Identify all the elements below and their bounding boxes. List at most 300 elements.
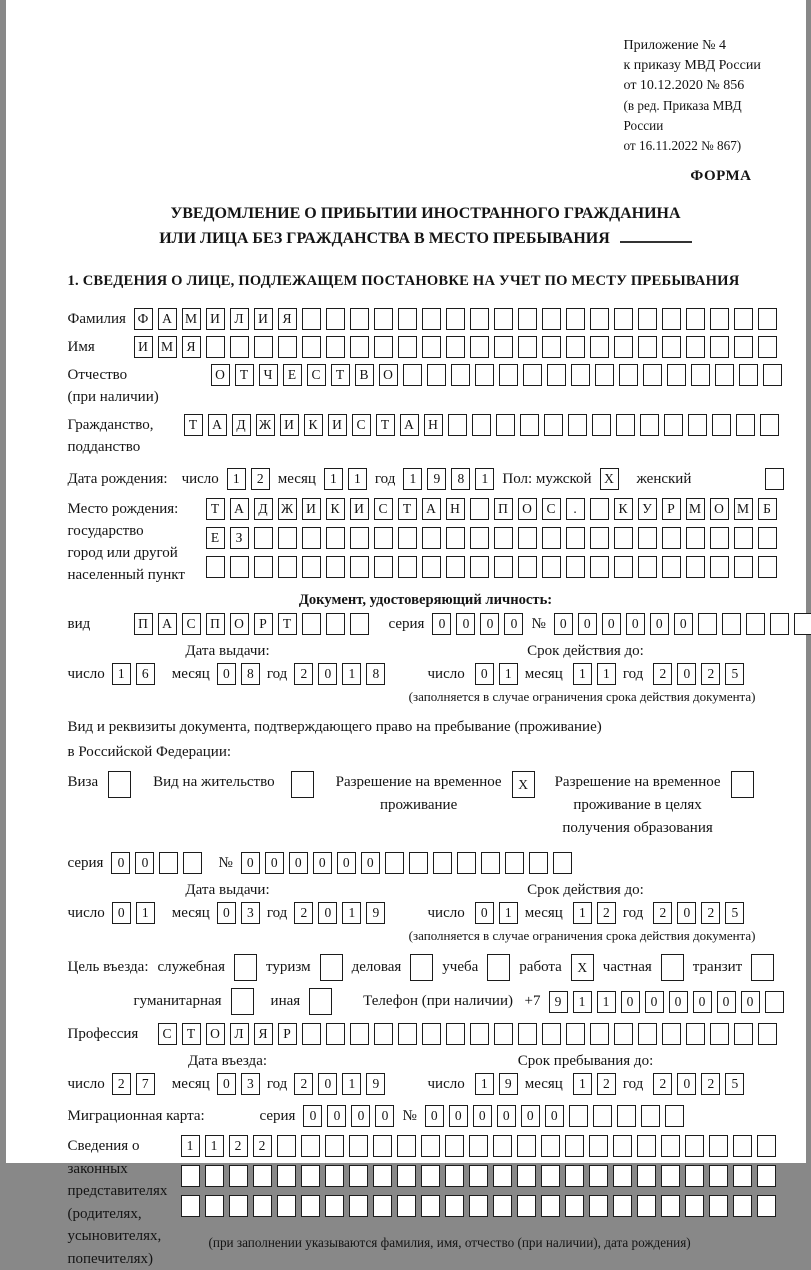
char-cell[interactable]: 1 — [403, 468, 422, 490]
char-cell[interactable]: 0 — [554, 613, 573, 635]
surname-cells[interactable] — [134, 308, 777, 330]
migration-number-cells[interactable] — [425, 1105, 684, 1127]
char-cell[interactable] — [349, 1195, 368, 1217]
char-cell[interactable] — [667, 364, 686, 386]
char-cell[interactable]: П — [134, 613, 153, 635]
char-cell[interactable]: И — [328, 414, 347, 436]
char-cell[interactable]: 1 — [597, 991, 616, 1013]
char-cell[interactable]: Е — [283, 364, 302, 386]
representatives-cells-3[interactable] — [181, 1195, 776, 1217]
char-cell[interactable] — [614, 308, 633, 330]
char-cell[interactable] — [326, 308, 345, 330]
char-cell[interactable]: 5 — [725, 1073, 744, 1095]
char-cell[interactable] — [398, 556, 417, 578]
char-cell[interactable] — [710, 308, 729, 330]
char-cell[interactable]: 3 — [241, 902, 260, 924]
char-cell[interactable] — [710, 1023, 729, 1045]
char-cell[interactable] — [302, 308, 321, 330]
char-cell[interactable]: Ч — [259, 364, 278, 386]
representatives-cells-1[interactable] — [181, 1135, 776, 1157]
char-cell[interactable] — [571, 364, 590, 386]
char-cell[interactable] — [493, 1195, 512, 1217]
char-cell[interactable] — [542, 527, 561, 549]
char-cell[interactable] — [302, 527, 321, 549]
char-cell[interactable]: 0 — [626, 613, 645, 635]
char-cell[interactable]: 0 — [521, 1105, 540, 1127]
char-cell[interactable]: 0 — [135, 852, 154, 874]
char-cell[interactable]: 0 — [425, 1105, 444, 1127]
char-cell[interactable]: Т — [182, 1023, 201, 1045]
char-cell[interactable]: 0 — [475, 902, 494, 924]
char-cell[interactable]: А — [208, 414, 227, 436]
char-cell[interactable] — [374, 527, 393, 549]
char-cell[interactable]: 0 — [677, 663, 696, 685]
char-cell[interactable] — [566, 527, 585, 549]
char-cell[interactable]: У — [638, 498, 657, 520]
char-cell[interactable] — [350, 336, 369, 358]
char-cell[interactable]: О — [518, 498, 537, 520]
char-cell[interactable]: 2 — [653, 663, 672, 685]
char-cell[interactable]: Л — [230, 1023, 249, 1045]
char-cell[interactable] — [350, 1023, 369, 1045]
char-cell[interactable]: 2 — [253, 1135, 272, 1157]
char-cell[interactable]: 1 — [499, 902, 518, 924]
char-cell[interactable]: Т — [278, 613, 297, 635]
char-cell[interactable]: 2 — [653, 902, 672, 924]
char-cell[interactable] — [469, 1195, 488, 1217]
char-cell[interactable]: 1 — [205, 1135, 224, 1157]
char-cell[interactable]: К — [304, 414, 323, 436]
char-cell[interactable]: А — [158, 308, 177, 330]
char-cell[interactable]: 0 — [351, 1105, 370, 1127]
gender-female-checkbox[interactable] — [765, 468, 784, 490]
char-cell[interactable]: 5 — [725, 902, 744, 924]
char-cell[interactable]: Р — [254, 613, 273, 635]
char-cell[interactable] — [595, 364, 614, 386]
char-cell[interactable] — [736, 414, 755, 436]
char-cell[interactable]: Т — [235, 364, 254, 386]
char-cell[interactable] — [349, 1165, 368, 1187]
stay-year-cells[interactable] — [653, 1073, 744, 1095]
char-cell[interactable] — [589, 1195, 608, 1217]
char-cell[interactable] — [661, 1135, 680, 1157]
char-cell[interactable]: 0 — [545, 1105, 564, 1127]
char-cell[interactable] — [758, 336, 777, 358]
char-cell[interactable] — [373, 1195, 392, 1217]
char-cell[interactable] — [398, 308, 417, 330]
char-cell[interactable] — [758, 308, 777, 330]
char-cell[interactable]: 7 — [136, 1073, 155, 1095]
char-cell[interactable] — [565, 1165, 584, 1187]
char-cell[interactable] — [757, 1135, 776, 1157]
char-cell[interactable] — [493, 1135, 512, 1157]
char-cell[interactable]: Б — [758, 498, 777, 520]
char-cell[interactable] — [722, 613, 741, 635]
char-cell[interactable] — [757, 1165, 776, 1187]
char-cell[interactable] — [517, 1165, 536, 1187]
char-cell[interactable]: 0 — [669, 991, 688, 1013]
char-cell[interactable]: 0 — [432, 613, 451, 635]
char-cell[interactable]: Д — [232, 414, 251, 436]
char-cell[interactable] — [350, 613, 369, 635]
char-cell[interactable] — [470, 1023, 489, 1045]
char-cell[interactable] — [794, 613, 811, 635]
char-cell[interactable] — [661, 1195, 680, 1217]
char-cell[interactable] — [229, 1195, 248, 1217]
char-cell[interactable]: С — [352, 414, 371, 436]
char-cell[interactable] — [709, 1195, 728, 1217]
identity-issue-day-cells[interactable] — [112, 663, 155, 685]
char-cell[interactable]: 0 — [318, 1073, 337, 1095]
char-cell[interactable]: 0 — [693, 991, 712, 1013]
purpose-study-checkbox[interactable] — [487, 954, 510, 981]
char-cell[interactable] — [617, 1105, 636, 1127]
char-cell[interactable] — [374, 1023, 393, 1045]
gender-male-checkbox[interactable]: X — [600, 468, 619, 490]
char-cell[interactable] — [661, 1165, 680, 1187]
char-cell[interactable] — [590, 498, 609, 520]
char-cell[interactable] — [397, 1165, 416, 1187]
char-cell[interactable]: М — [182, 308, 201, 330]
char-cell[interactable] — [278, 527, 297, 549]
char-cell[interactable] — [496, 414, 515, 436]
char-cell[interactable]: 8 — [241, 663, 260, 685]
entry-month-cells[interactable] — [217, 1073, 260, 1095]
char-cell[interactable] — [277, 1135, 296, 1157]
char-cell[interactable] — [181, 1195, 200, 1217]
identity-number-cells[interactable] — [554, 613, 811, 635]
visa-checkbox[interactable] — [108, 771, 131, 798]
char-cell[interactable]: 0 — [717, 991, 736, 1013]
profession-cells[interactable] — [158, 1023, 777, 1045]
char-cell[interactable] — [710, 336, 729, 358]
char-cell[interactable]: 2 — [229, 1135, 248, 1157]
char-cell[interactable] — [301, 1165, 320, 1187]
char-cell[interactable]: 0 — [480, 613, 499, 635]
char-cell[interactable]: И — [350, 498, 369, 520]
char-cell[interactable]: П — [206, 613, 225, 635]
char-cell[interactable] — [733, 1195, 752, 1217]
char-cell[interactable] — [565, 1135, 584, 1157]
char-cell[interactable] — [421, 1165, 440, 1187]
char-cell[interactable] — [422, 336, 441, 358]
char-cell[interactable] — [523, 364, 542, 386]
char-cell[interactable] — [662, 336, 681, 358]
char-cell[interactable] — [446, 527, 465, 549]
char-cell[interactable] — [637, 1195, 656, 1217]
char-cell[interactable] — [734, 336, 753, 358]
identity-expiry-month-cells[interactable] — [573, 663, 616, 685]
char-cell[interactable] — [469, 1165, 488, 1187]
char-cell[interactable] — [590, 308, 609, 330]
char-cell[interactable]: А — [230, 498, 249, 520]
char-cell[interactable]: М — [686, 498, 705, 520]
char-cell[interactable]: 0 — [741, 991, 760, 1013]
identity-kind-cells[interactable] — [134, 613, 369, 635]
char-cell[interactable] — [734, 1023, 753, 1045]
char-cell[interactable] — [715, 364, 734, 386]
char-cell[interactable] — [592, 414, 611, 436]
char-cell[interactable] — [398, 1023, 417, 1045]
char-cell[interactable]: 2 — [701, 663, 720, 685]
char-cell[interactable]: 3 — [241, 1073, 260, 1095]
char-cell[interactable] — [181, 1165, 200, 1187]
char-cell[interactable]: 0 — [337, 852, 356, 874]
char-cell[interactable] — [763, 364, 782, 386]
char-cell[interactable] — [709, 1165, 728, 1187]
char-cell[interactable] — [770, 613, 789, 635]
char-cell[interactable] — [734, 556, 753, 578]
name-cells[interactable] — [134, 336, 777, 358]
char-cell[interactable] — [397, 1135, 416, 1157]
char-cell[interactable] — [446, 1023, 465, 1045]
char-cell[interactable] — [469, 1135, 488, 1157]
char-cell[interactable] — [686, 527, 705, 549]
char-cell[interactable] — [709, 1135, 728, 1157]
phone-cells[interactable] — [549, 991, 784, 1013]
char-cell[interactable] — [758, 1023, 777, 1045]
char-cell[interactable] — [326, 556, 345, 578]
char-cell[interactable]: 1 — [597, 663, 616, 685]
char-cell[interactable] — [325, 1135, 344, 1157]
char-cell[interactable]: О — [211, 364, 230, 386]
char-cell[interactable]: И — [254, 308, 273, 330]
char-cell[interactable]: Ф — [134, 308, 153, 330]
char-cell[interactable] — [229, 1165, 248, 1187]
char-cell[interactable] — [566, 1023, 585, 1045]
char-cell[interactable]: 6 — [136, 663, 155, 685]
char-cell[interactable]: 1 — [227, 468, 246, 490]
char-cell[interactable]: 0 — [318, 902, 337, 924]
char-cell[interactable]: 9 — [549, 991, 568, 1013]
char-cell[interactable]: Т — [184, 414, 203, 436]
residence-issue-year-cells[interactable] — [294, 902, 385, 924]
entry-year-cells[interactable] — [294, 1073, 385, 1095]
char-cell[interactable] — [457, 852, 476, 874]
char-cell[interactable] — [520, 414, 539, 436]
char-cell[interactable]: С — [374, 498, 393, 520]
char-cell[interactable] — [529, 852, 548, 874]
char-cell[interactable] — [590, 556, 609, 578]
char-cell[interactable] — [613, 1135, 632, 1157]
char-cell[interactable]: С — [307, 364, 326, 386]
char-cell[interactable] — [302, 556, 321, 578]
char-cell[interactable]: О — [206, 1023, 225, 1045]
char-cell[interactable]: 8 — [451, 468, 470, 490]
char-cell[interactable]: 0 — [621, 991, 640, 1013]
char-cell[interactable] — [254, 527, 273, 549]
char-cell[interactable] — [566, 556, 585, 578]
char-cell[interactable] — [686, 556, 705, 578]
char-cell[interactable] — [494, 1023, 513, 1045]
char-cell[interactable]: 0 — [361, 852, 380, 874]
char-cell[interactable] — [398, 527, 417, 549]
char-cell[interactable]: М — [158, 336, 177, 358]
char-cell[interactable] — [445, 1165, 464, 1187]
purpose-work-checkbox[interactable]: X — [571, 954, 594, 981]
char-cell[interactable]: 1 — [573, 1073, 592, 1095]
char-cell[interactable] — [505, 852, 524, 874]
char-cell[interactable] — [499, 364, 518, 386]
char-cell[interactable] — [733, 1165, 752, 1187]
char-cell[interactable] — [253, 1195, 272, 1217]
char-cell[interactable]: О — [710, 498, 729, 520]
char-cell[interactable] — [422, 556, 441, 578]
char-cell[interactable]: 0 — [217, 663, 236, 685]
char-cell[interactable]: 0 — [645, 991, 664, 1013]
char-cell[interactable] — [302, 336, 321, 358]
char-cell[interactable] — [712, 414, 731, 436]
char-cell[interactable] — [446, 556, 465, 578]
char-cell[interactable] — [421, 1135, 440, 1157]
char-cell[interactable] — [589, 1135, 608, 1157]
purpose-transit-checkbox[interactable] — [751, 954, 774, 981]
char-cell[interactable] — [206, 556, 225, 578]
char-cell[interactable] — [349, 1135, 368, 1157]
char-cell[interactable] — [325, 1165, 344, 1187]
char-cell[interactable] — [518, 308, 537, 330]
char-cell[interactable] — [325, 1195, 344, 1217]
char-cell[interactable] — [448, 414, 467, 436]
char-cell[interactable] — [470, 527, 489, 549]
char-cell[interactable] — [590, 336, 609, 358]
char-cell[interactable] — [446, 308, 465, 330]
char-cell[interactable]: 0 — [303, 1105, 322, 1127]
char-cell[interactable]: К — [326, 498, 345, 520]
char-cell[interactable]: 2 — [294, 1073, 313, 1095]
char-cell[interactable] — [547, 364, 566, 386]
char-cell[interactable] — [593, 1105, 612, 1127]
purpose-commercial-checkbox[interactable] — [410, 954, 433, 981]
char-cell[interactable] — [643, 364, 662, 386]
char-cell[interactable] — [230, 556, 249, 578]
char-cell[interactable] — [688, 414, 707, 436]
char-cell[interactable] — [734, 308, 753, 330]
char-cell[interactable]: 2 — [251, 468, 270, 490]
char-cell[interactable]: 1 — [342, 902, 361, 924]
char-cell[interactable]: 1 — [475, 1073, 494, 1095]
char-cell[interactable] — [638, 1023, 657, 1045]
char-cell[interactable]: И — [206, 308, 225, 330]
char-cell[interactable] — [302, 1023, 321, 1045]
char-cell[interactable]: 9 — [366, 1073, 385, 1095]
char-cell[interactable] — [542, 308, 561, 330]
char-cell[interactable]: В — [355, 364, 374, 386]
char-cell[interactable] — [451, 364, 470, 386]
birth-day-cells[interactable] — [227, 468, 270, 490]
char-cell[interactable] — [662, 527, 681, 549]
char-cell[interactable]: 2 — [701, 1073, 720, 1095]
char-cell[interactable] — [619, 364, 638, 386]
char-cell[interactable] — [470, 498, 489, 520]
char-cell[interactable] — [385, 852, 404, 874]
identity-issue-year-cells[interactable] — [294, 663, 385, 685]
char-cell[interactable]: 0 — [473, 1105, 492, 1127]
residence-expiry-year-cells[interactable] — [653, 902, 744, 924]
char-cell[interactable]: 0 — [289, 852, 308, 874]
char-cell[interactable] — [616, 414, 635, 436]
char-cell[interactable] — [518, 556, 537, 578]
identity-expiry-year-cells[interactable] — [653, 663, 744, 685]
residence-issue-day-cells[interactable] — [112, 902, 155, 924]
char-cell[interactable] — [638, 527, 657, 549]
purpose-business-checkbox[interactable] — [234, 954, 257, 981]
residence-number-cells[interactable] — [241, 852, 572, 874]
purpose-other-checkbox[interactable] — [309, 988, 332, 1015]
char-cell[interactable] — [517, 1135, 536, 1157]
char-cell[interactable]: 0 — [674, 613, 693, 635]
char-cell[interactable]: 0 — [456, 613, 475, 635]
char-cell[interactable] — [518, 527, 537, 549]
char-cell[interactable]: 1 — [136, 902, 155, 924]
char-cell[interactable] — [685, 1135, 704, 1157]
char-cell[interactable] — [373, 1135, 392, 1157]
char-cell[interactable] — [662, 1023, 681, 1045]
char-cell[interactable]: 0 — [497, 1105, 516, 1127]
char-cell[interactable] — [254, 336, 273, 358]
char-cell[interactable] — [374, 308, 393, 330]
residence-expiry-day-cells[interactable] — [475, 902, 518, 924]
char-cell[interactable] — [613, 1195, 632, 1217]
char-cell[interactable] — [254, 556, 273, 578]
char-cell[interactable] — [758, 527, 777, 549]
char-cell[interactable]: Р — [278, 1023, 297, 1045]
char-cell[interactable] — [301, 1135, 320, 1157]
char-cell[interactable]: Я — [254, 1023, 273, 1045]
char-cell[interactable] — [446, 336, 465, 358]
char-cell[interactable] — [710, 556, 729, 578]
char-cell[interactable] — [326, 1023, 345, 1045]
char-cell[interactable] — [397, 1195, 416, 1217]
stay-month-cells[interactable] — [573, 1073, 616, 1095]
char-cell[interactable] — [691, 364, 710, 386]
char-cell[interactable] — [638, 556, 657, 578]
char-cell[interactable] — [421, 1195, 440, 1217]
char-cell[interactable]: 0 — [578, 613, 597, 635]
char-cell[interactable]: Е — [206, 527, 225, 549]
char-cell[interactable] — [566, 336, 585, 358]
char-cell[interactable] — [542, 556, 561, 578]
char-cell[interactable] — [640, 414, 659, 436]
char-cell[interactable] — [662, 556, 681, 578]
char-cell[interactable] — [481, 852, 500, 874]
char-cell[interactable] — [253, 1165, 272, 1187]
char-cell[interactable]: И — [280, 414, 299, 436]
char-cell[interactable]: М — [734, 498, 753, 520]
char-cell[interactable]: О — [230, 613, 249, 635]
char-cell[interactable]: Н — [446, 498, 465, 520]
birth-year-cells[interactable] — [403, 468, 494, 490]
char-cell[interactable]: 0 — [313, 852, 332, 874]
char-cell[interactable]: 5 — [725, 663, 744, 685]
char-cell[interactable] — [470, 308, 489, 330]
char-cell[interactable] — [494, 336, 513, 358]
char-cell[interactable] — [494, 308, 513, 330]
char-cell[interactable] — [638, 308, 657, 330]
char-cell[interactable] — [278, 336, 297, 358]
char-cell[interactable]: С — [158, 1023, 177, 1045]
char-cell[interactable] — [638, 336, 657, 358]
char-cell[interactable]: Я — [182, 336, 201, 358]
char-cell[interactable] — [589, 1165, 608, 1187]
char-cell[interactable]: 0 — [217, 902, 236, 924]
char-cell[interactable]: Я — [278, 308, 297, 330]
patronymic-cells[interactable] — [211, 364, 782, 386]
char-cell[interactable] — [277, 1165, 296, 1187]
birth-place-cells-1[interactable] — [206, 498, 777, 520]
char-cell[interactable] — [350, 556, 369, 578]
char-cell[interactable]: С — [542, 498, 561, 520]
